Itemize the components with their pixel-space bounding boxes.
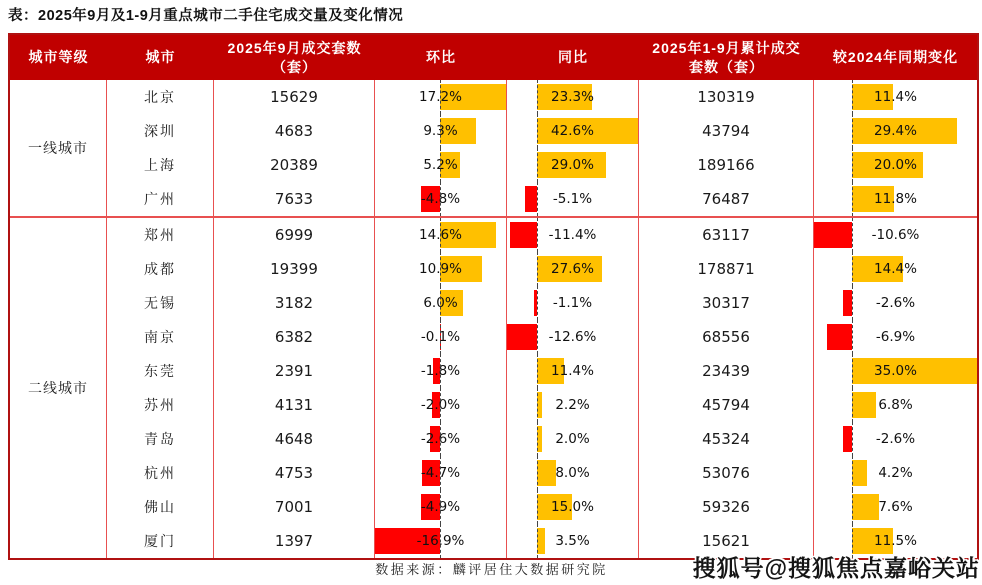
cell-sep-units: 4683 <box>214 114 375 148</box>
zero-axis-line <box>852 456 853 490</box>
cell-cum-units: 45794 <box>639 388 814 422</box>
zero-axis-line <box>852 354 853 388</box>
cell-cum-units: 63117 <box>639 218 814 252</box>
zero-axis-line <box>537 388 538 422</box>
cell-vs2024-databar <box>814 422 977 456</box>
tier-label-cell: 二线城市 <box>10 218 107 558</box>
zero-axis-line <box>537 182 538 216</box>
yoy-value: -5.1% <box>552 191 593 207</box>
table-row <box>107 320 977 354</box>
cell-mom-databar <box>375 490 507 524</box>
cell-yoy-databar <box>507 490 639 524</box>
zero-axis-line <box>537 524 538 558</box>
cell-cum-units: 53076 <box>639 456 814 490</box>
mom-value: -2.0% <box>420 397 461 413</box>
cell-sep-units: 2391 <box>214 354 375 388</box>
cell-yoy-databar <box>507 388 639 422</box>
cell-mom-databar <box>375 80 507 114</box>
cell-sep-units: 15629 <box>214 80 375 114</box>
vs2024-value: 29.4% <box>874 123 917 139</box>
cell-city: 无锡 <box>107 286 214 320</box>
cell-city: 苏州 <box>107 388 214 422</box>
yoy-value: 2.0% <box>555 431 590 447</box>
cell-sep-units: 7633 <box>214 182 375 216</box>
cell-yoy-databar <box>507 422 639 456</box>
zero-axis-line <box>537 490 538 524</box>
header-vs-2024: 较2024年同期变化 <box>832 49 959 66</box>
zero-axis-line <box>537 354 538 388</box>
mom-value: 14.6% <box>419 227 462 243</box>
vs2024-value: 7.6% <box>878 499 913 515</box>
zero-axis-line <box>440 456 441 490</box>
zero-axis-line <box>537 252 538 286</box>
table-row <box>107 114 977 148</box>
zero-axis-line <box>852 114 853 148</box>
cell-yoy-databar <box>507 320 639 354</box>
cell-yoy-databar <box>507 148 639 182</box>
vs2024-value: 35.0% <box>874 363 917 379</box>
mom-value: -2.6% <box>420 431 461 447</box>
table-row <box>107 490 977 524</box>
zero-axis-line <box>440 218 441 252</box>
header-city-tier: 城市等级 <box>28 49 89 66</box>
cell-sep-units: 19399 <box>214 252 375 286</box>
header-mom: 环比 <box>426 49 456 66</box>
cell-cum-units: 130319 <box>639 80 814 114</box>
yoy-value: -1.1% <box>552 295 593 311</box>
cell-city: 东莞 <box>107 354 214 388</box>
cell-mom-databar <box>375 148 507 182</box>
header-yoy: 同比 <box>558 49 588 66</box>
cell-city: 深圳 <box>107 114 214 148</box>
zero-axis-line <box>440 182 441 216</box>
cell-yoy-databar <box>507 252 639 286</box>
cell-mom-databar <box>375 320 507 354</box>
zero-axis-line <box>852 148 853 182</box>
cell-vs2024-databar <box>814 388 977 422</box>
cell-sep-units: 4648 <box>214 422 375 456</box>
page-title: 表：2025年9月及1-9月重点城市二手住宅成交量及变化情况 <box>8 8 404 24</box>
table-row <box>107 252 977 286</box>
mom-value: -1.8% <box>420 363 461 379</box>
zero-axis-line <box>537 80 538 114</box>
vs2024-value: 20.0% <box>874 157 917 173</box>
vs2024-value: -2.6% <box>875 295 916 311</box>
cell-mom-databar <box>375 388 507 422</box>
table-row <box>107 286 977 320</box>
vs2024-value: 4.2% <box>878 465 913 481</box>
cell-cum-units: 68556 <box>639 320 814 354</box>
zero-axis-line <box>440 114 441 148</box>
cell-yoy-databar <box>507 286 639 320</box>
zero-axis-line <box>440 148 441 182</box>
mom-value: -4.7% <box>420 465 461 481</box>
cell-city: 广州 <box>107 182 214 216</box>
city-tier-group <box>10 80 977 216</box>
zero-axis-line <box>852 422 853 456</box>
cell-vs2024-databar <box>814 148 977 182</box>
data-table <box>8 33 979 560</box>
table-row <box>107 456 977 490</box>
cell-vs2024-databar <box>814 286 977 320</box>
cell-sep-units: 1397 <box>214 524 375 558</box>
header-cum-units: 2025年1-9月累计成交套数（套） <box>652 39 801 75</box>
vs2024-value: 14.4% <box>874 261 917 277</box>
zero-axis-line <box>537 456 538 490</box>
vs2024-value: -6.9% <box>875 329 916 345</box>
cell-city: 南京 <box>107 320 214 354</box>
mom-value: 9.3% <box>423 123 458 139</box>
yoy-value: 15.0% <box>551 499 594 515</box>
tier-rows <box>107 80 977 216</box>
tier-rows <box>107 218 977 558</box>
cell-yoy-databar <box>507 354 639 388</box>
zero-axis-line <box>852 218 853 252</box>
cell-city: 郑州 <box>107 218 214 252</box>
mom-value: -16.9% <box>416 533 465 549</box>
cell-yoy-databar <box>507 218 639 252</box>
cell-yoy-databar <box>507 524 639 558</box>
zero-axis-line <box>440 354 441 388</box>
cell-sep-units: 3182 <box>214 286 375 320</box>
cell-mom-databar <box>375 422 507 456</box>
table-row <box>107 182 977 216</box>
cell-cum-units: 59326 <box>639 490 814 524</box>
yoy-value: -11.4% <box>548 227 597 243</box>
cell-city: 杭州 <box>107 456 214 490</box>
cell-vs2024-databar <box>814 456 977 490</box>
cell-vs2024-databar <box>814 80 977 114</box>
cell-city: 厦门 <box>107 524 214 558</box>
cell-yoy-databar <box>507 114 639 148</box>
cell-yoy-databar <box>507 182 639 216</box>
zero-axis-line <box>852 490 853 524</box>
cell-mom-databar <box>375 252 507 286</box>
zero-axis-line <box>440 490 441 524</box>
zero-axis-line <box>852 286 853 320</box>
zero-axis-line <box>852 320 853 354</box>
mom-value: 5.2% <box>423 157 458 173</box>
cell-mom-databar <box>375 524 507 558</box>
zero-axis-line <box>440 252 441 286</box>
mom-value: 10.9% <box>419 261 462 277</box>
zero-axis-line <box>440 422 441 456</box>
yoy-value: -12.6% <box>548 329 597 345</box>
cell-city: 佛山 <box>107 490 214 524</box>
zero-axis-line <box>537 218 538 252</box>
vs2024-value: -10.6% <box>871 227 920 243</box>
vs2024-value: 11.5% <box>874 533 917 549</box>
cell-sep-units: 6382 <box>214 320 375 354</box>
cell-yoy-databar <box>507 80 639 114</box>
mom-value: -4.9% <box>420 499 461 515</box>
cell-yoy-databar <box>507 456 639 490</box>
mom-value: 6.0% <box>423 295 458 311</box>
table-row <box>107 422 977 456</box>
mom-value: 17.2% <box>419 89 462 105</box>
cell-mom-databar <box>375 456 507 490</box>
cell-city: 上海 <box>107 148 214 182</box>
zero-axis-line <box>852 388 853 422</box>
table-row <box>107 148 977 182</box>
cell-vs2024-databar <box>814 354 977 388</box>
cell-sep-units: 4131 <box>214 388 375 422</box>
cell-city: 青岛 <box>107 422 214 456</box>
cell-cum-units: 76487 <box>639 182 814 216</box>
header-sep-units: 2025年9月成交套数（套） <box>227 39 362 75</box>
cell-mom-databar <box>375 182 507 216</box>
mom-value: -0.1% <box>420 329 461 345</box>
cell-cum-units: 15621 <box>639 524 814 558</box>
header-city: 城市 <box>145 49 176 66</box>
yoy-value: 27.6% <box>551 261 594 277</box>
zero-axis-line <box>440 320 441 354</box>
cell-vs2024-databar <box>814 218 977 252</box>
zero-axis-line <box>537 114 538 148</box>
tier-label-cell: 一线城市 <box>10 80 107 216</box>
zero-axis-line <box>440 388 441 422</box>
zero-axis-line <box>440 286 441 320</box>
vs2024-value: 11.8% <box>874 191 917 207</box>
table-row <box>107 354 977 388</box>
cell-vs2024-databar <box>814 182 977 216</box>
table-row <box>107 388 977 422</box>
cell-sep-units: 7001 <box>214 490 375 524</box>
cell-mom-databar <box>375 286 507 320</box>
cell-vs2024-databar <box>814 114 977 148</box>
yoy-value: 42.6% <box>551 123 594 139</box>
zero-axis-line <box>852 80 853 114</box>
city-tier-group <box>10 216 977 558</box>
table-row <box>107 80 977 114</box>
cell-sep-units: 6999 <box>214 218 375 252</box>
table-row <box>107 218 977 252</box>
yoy-value: 11.4% <box>551 363 594 379</box>
zero-axis-line <box>537 148 538 182</box>
cell-cum-units: 189166 <box>639 148 814 182</box>
cell-city: 北京 <box>107 80 214 114</box>
zero-axis-line <box>852 252 853 286</box>
yoy-value: 29.0% <box>551 157 594 173</box>
zero-axis-line <box>537 422 538 456</box>
cell-cum-units: 178871 <box>639 252 814 286</box>
cell-vs2024-databar <box>814 252 977 286</box>
zero-axis-line <box>440 524 441 558</box>
table-header-row <box>10 35 977 80</box>
cell-city: 成都 <box>107 252 214 286</box>
zero-axis-line <box>537 320 538 354</box>
yoy-value: 3.5% <box>555 533 590 549</box>
mom-value: -4.8% <box>420 191 461 207</box>
cell-sep-units: 20389 <box>214 148 375 182</box>
data-source-note: 数据来源：麟评居住大数据研究院 <box>375 562 608 577</box>
cell-cum-units: 30317 <box>639 286 814 320</box>
cell-cum-units: 23439 <box>639 354 814 388</box>
cell-cum-units: 45324 <box>639 422 814 456</box>
yoy-value: 8.0% <box>555 465 590 481</box>
yoy-value: 2.2% <box>555 397 590 413</box>
vs2024-value: 11.4% <box>874 89 917 105</box>
sohu-watermark: 搜狐号@搜狐焦点嘉峪关站 <box>692 555 980 581</box>
cell-vs2024-databar <box>814 320 977 354</box>
zero-axis-line <box>852 182 853 216</box>
zero-axis-line <box>537 286 538 320</box>
cell-cum-units: 43794 <box>639 114 814 148</box>
zero-axis-line <box>440 80 441 114</box>
cell-sep-units: 4753 <box>214 456 375 490</box>
yoy-value: 23.3% <box>551 89 594 105</box>
vs2024-value: -2.6% <box>875 431 916 447</box>
table-body <box>10 80 977 558</box>
cell-mom-databar <box>375 354 507 388</box>
cell-vs2024-databar <box>814 490 977 524</box>
vs2024-value: 6.8% <box>878 397 913 413</box>
cell-mom-databar <box>375 114 507 148</box>
cell-mom-databar <box>375 218 507 252</box>
